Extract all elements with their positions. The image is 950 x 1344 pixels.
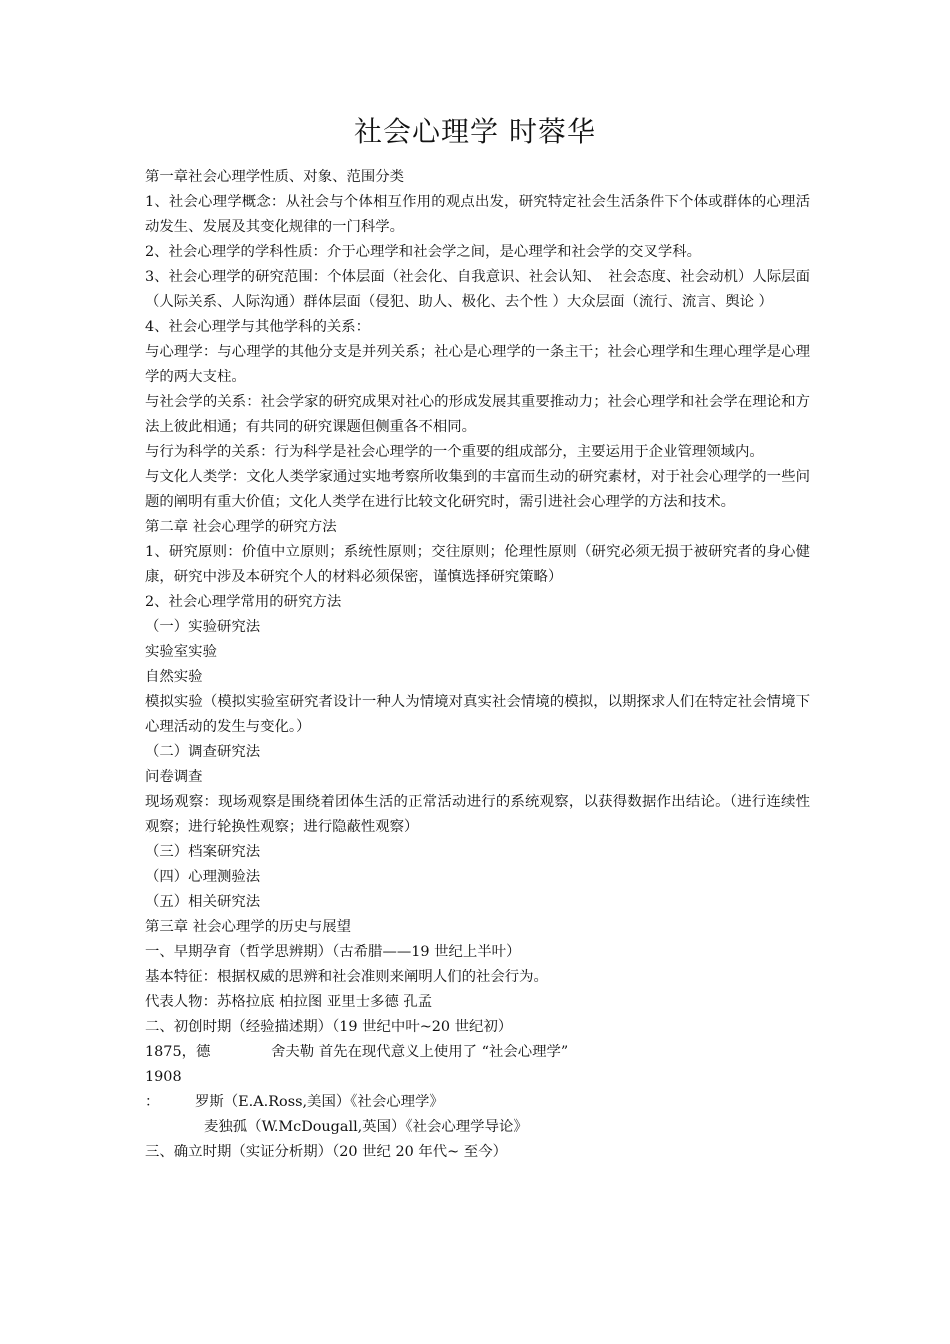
paragraph: 2、社会心理学常用的研究方法 — [145, 594, 342, 610]
paragraph: 1、研究原则：价值中立原则；系统性原则；交往原则；伦理性原则（研究必须无损于被研究者的身心健康，研究中涉及本研究个人的材料必须保密，谨慎选择研究策略） — [145, 544, 810, 585]
year-label: 1875，德 — [145, 1044, 211, 1060]
paragraph: 模拟实验（模拟实验室研究者设计一种人为情境对真实社会情境的模拟，以期探求人们在特定社会情境下心理活动的发生与变化。） — [145, 694, 810, 735]
paragraph: 4、社会心理学与其他学科的关系： — [145, 319, 371, 335]
chapter-heading: 第二章 社会心理学的研究方法 — [145, 519, 337, 535]
subsection-heading: （二）调查研究法 — [145, 744, 261, 760]
paragraph: 现场观察：现场观察是围绕着团体生活的正常活动进行的系统观察，以获得数据作出结论。（进行连续性观察；进行轮换性观察；进行隐蔽性观察） — [145, 794, 810, 835]
paragraph: 与行为科学的关系：行为科学是社会心理学的一个重要的组成部分，主要运用于企业管理领域内。 — [145, 444, 764, 460]
paragraph-mcdougall: 麦独孤（W.McDougall,英国）《社会心理学导论》 — [204, 1119, 528, 1135]
list-item: 问卷调查 — [145, 769, 203, 785]
paragraph: 与心理学：与心理学的其他分支是并列关系；社心是心理学的一条主干；社会心理学和生理心理学是心理学的两大支柱。 — [145, 344, 810, 385]
list-item: 实验室实验 — [145, 644, 217, 660]
subsection-heading: （一）实验研究法 — [145, 619, 261, 635]
paragraph: 与文化人类学：文化人类学家通过实地考察所收集到的丰富而生动的研究素材，对于社会心理学的一些问题的阐明有重大价值；文化人类学在进行比较文化研究时，需引进社会心理学的方法和技术。 — [145, 469, 810, 510]
list-item: 自然实验 — [145, 669, 203, 685]
paragraph-1908 — [145, 1065, 810, 1115]
subsection-heading: （五）相关研究法 — [145, 894, 261, 910]
subsection-heading: （三）档案研究法 — [145, 844, 261, 860]
paragraph: 二、初创时期（经验描述期）（19 世纪中叶~20 世纪初） — [145, 1019, 513, 1035]
line-text: 舍夫勒 首先在现代意义上使用了 “社会心理学” — [271, 1044, 569, 1060]
year-label: 1908 ： — [145, 1069, 182, 1110]
paragraph: 2、社会心理学的学科性质：介于心理学和社会学之间，是心理学和社会学的交叉学科。 — [145, 244, 702, 260]
paragraph: 3、社会心理学的研究范围：个体层面（社会化、自我意识、社会认知、 社会态度、社会动机）人际层面（人际关系、人际沟通）群体层面（侵犯、助人、极化、去个性 ）大众层面（流行、流言、舆论 ） — [145, 269, 810, 310]
paragraph: 1、社会心理学概念：从社会与个体相互作用的观点出发，研究特定社会生活条件下个体或群体的心理活动发生、发展及其变化规律的一门科学。 — [145, 194, 810, 235]
document-body — [145, 165, 810, 1165]
chapter-heading: 第一章社会心理学性质、对象、范围分类 — [145, 169, 405, 185]
paragraph: 与社会学的关系：社会学家的研究成果对社心的形成发展其重要推动力；社会心理学和社会学在理论和方法上彼此相通；有共同的研究课题但侧重各不相同。 — [145, 394, 810, 435]
document-title: 社会心理学 时蓉华 — [354, 115, 596, 148]
subsection-heading: （四）心理测验法 — [145, 869, 261, 885]
paragraph: 基本特征：根据权威的思辨和社会准则来阐明人们的社会行为。 — [145, 969, 548, 985]
line-text: 罗斯（E.A.Ross,美国）《社会心理学》 — [195, 1094, 444, 1110]
paragraph: 一、早期孕育（哲学思辨期）（古希腊——19 世纪上半叶） — [145, 944, 521, 960]
paragraph: 三、确立时期（实证分析期）（20 世纪 20 年代~ 至今） — [145, 1144, 507, 1160]
chapter-heading: 第三章 社会心理学的历史与展望 — [145, 919, 352, 935]
paragraph-1875 — [145, 1040, 810, 1065]
paragraph: 代表人物：苏格拉底 柏拉图 亚里士多德 孔孟 — [145, 994, 433, 1010]
